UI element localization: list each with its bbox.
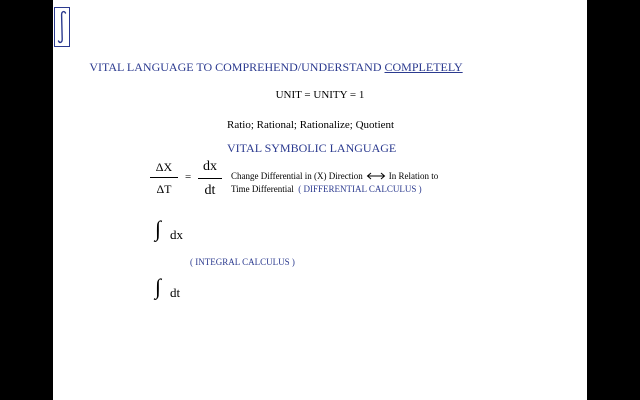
fraction-bar <box>198 178 222 179</box>
desc-line2-a: Time Differential <box>231 184 294 194</box>
unit-line: UNIT = UNITY = 1 <box>275 89 365 101</box>
ratio-line: Ratio; Rational; Rationalize; Quotient <box>227 119 395 131</box>
symbolic-heading: VITAL SYMBOLIC LANGUAGE <box>227 141 397 155</box>
integral-symbol-dx: ∫ <box>155 216 162 241</box>
title-underlined: COMPLETELY <box>384 60 463 74</box>
description-line-1 <box>231 171 438 182</box>
description-line-2 <box>231 184 422 194</box>
differential-calculus-label: ( DIFFERENTIAL CALCULUS ) <box>298 184 422 194</box>
slide <box>53 0 587 400</box>
integral-logo-icon <box>54 7 70 47</box>
differential-fraction <box>198 160 222 198</box>
slide-title <box>53 60 587 75</box>
fraction-bar <box>150 177 178 178</box>
integral-calculus-label: ( INTEGRAL CALCULUS ) <box>190 257 295 267</box>
differential-numerator: dx <box>203 159 217 174</box>
delta-denominator: ΔT <box>156 182 172 196</box>
delta-fraction <box>150 161 178 195</box>
desc-line1-a: Change Differential in (X) Direction <box>231 171 363 181</box>
left-right-arrow-icon <box>366 172 386 182</box>
integral-dx: dx <box>170 227 183 242</box>
equals-sign: = <box>185 171 192 183</box>
integral-dt: dt <box>170 285 181 300</box>
integral-symbol-dt: ∫ <box>155 274 162 299</box>
desc-line1-b: In Relation to <box>388 171 439 181</box>
differential-denominator: dt <box>204 183 216 198</box>
delta-numerator: ΔX <box>155 160 173 174</box>
title-main: VITAL LANGUAGE TO COMPREHEND/UNDERSTAND <box>89 60 385 74</box>
